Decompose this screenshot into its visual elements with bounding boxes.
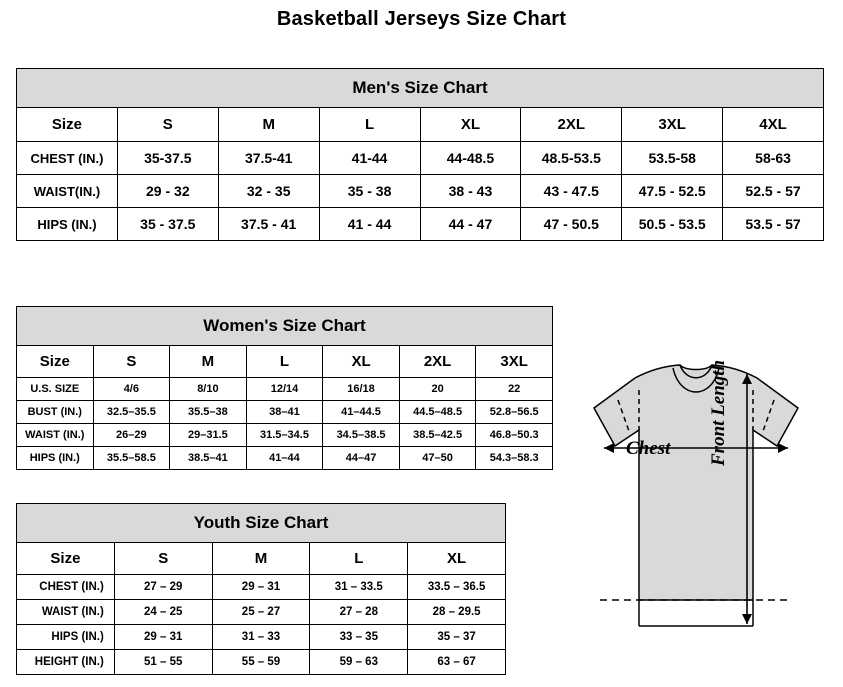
table-cell: 33 – 35 [310, 625, 408, 650]
jersey-measurement-diagram [540, 338, 840, 678]
table-cell: 4/6 [93, 378, 170, 401]
youth-size-chart-table [16, 503, 506, 675]
table-cell: 26–29 [93, 424, 170, 447]
mens-size-chart-table [16, 68, 824, 241]
table-cell: 37.5-41 [218, 142, 319, 175]
column-header: L [310, 543, 408, 575]
womens-section-title: Women's Size Chart [17, 307, 553, 346]
column-header: Size [17, 346, 94, 378]
table-cell: 8/10 [170, 378, 247, 401]
table-cell: 12/14 [246, 378, 323, 401]
table-row [17, 600, 506, 625]
column-header: M [218, 108, 319, 142]
table-cell: 29 – 31 [212, 575, 310, 600]
row-label: WAIST (IN.) [17, 424, 94, 447]
table-row [17, 142, 824, 175]
table-cell: 41–44.5 [323, 401, 400, 424]
table-cell: 38.5–41 [170, 447, 247, 470]
table-row [17, 208, 824, 241]
table-cell: 28 – 29.5 [408, 600, 506, 625]
table-cell: 54.3–58.3 [476, 447, 553, 470]
column-header: XL [408, 543, 506, 575]
table-cell: 48.5-53.5 [521, 142, 622, 175]
table-cell: 43 - 47.5 [521, 175, 622, 208]
womens-size-chart-table [16, 306, 553, 470]
column-header: XL [323, 346, 400, 378]
table-cell: 44 - 47 [420, 208, 521, 241]
table-cell: 41–44 [246, 447, 323, 470]
table-row [17, 378, 553, 401]
table-cell: 44–47 [323, 447, 400, 470]
table-row [17, 575, 506, 600]
table-cell: 22 [476, 378, 553, 401]
table-cell: 32 - 35 [218, 175, 319, 208]
column-header: 2XL [521, 108, 622, 142]
table-cell: 35.5–58.5 [93, 447, 170, 470]
table-cell: 16/18 [323, 378, 400, 401]
table-cell: 38 - 43 [420, 175, 521, 208]
table-cell: 59 – 63 [310, 650, 408, 675]
table-cell: 47.5 - 52.5 [622, 175, 723, 208]
table-cell: 35 - 38 [319, 175, 420, 208]
table-cell: 29–31.5 [170, 424, 247, 447]
table-cell: 31.5–34.5 [246, 424, 323, 447]
table-cell: 44.5–48.5 [399, 401, 476, 424]
row-label: CHEST (IN.) [17, 142, 118, 175]
table-section-title-row [17, 69, 824, 108]
column-header: L [319, 108, 420, 142]
table-cell: 50.5 - 53.5 [622, 208, 723, 241]
row-label: BUST (IN.) [17, 401, 94, 424]
table-cell: 52.8–56.5 [476, 401, 553, 424]
table-header-row [17, 543, 506, 575]
table-cell: 47–50 [399, 447, 476, 470]
table-cell: 31 – 33 [212, 625, 310, 650]
table-cell: 35.5–38 [170, 401, 247, 424]
table-cell: 46.8–50.3 [476, 424, 553, 447]
table-cell: 47 - 50.5 [521, 208, 622, 241]
table-cell: 29 - 32 [117, 175, 218, 208]
page-title: Basketball Jerseys Size Chart [276, 8, 567, 30]
table-cell: 27 – 28 [310, 600, 408, 625]
table-cell: 52.5 - 57 [723, 175, 824, 208]
table-cell: 58-63 [723, 142, 824, 175]
column-header: 2XL [399, 346, 476, 378]
table-cell: 35 - 37.5 [117, 208, 218, 241]
row-label: U.S. SIZE [17, 378, 94, 401]
table-cell: 20 [399, 378, 476, 401]
table-header-row [17, 346, 553, 378]
table-cell: 35-37.5 [117, 142, 218, 175]
mens-section-title: Men's Size Chart [17, 69, 824, 108]
column-header: Size [17, 543, 115, 575]
column-header: XL [420, 108, 521, 142]
table-cell: 24 – 25 [114, 600, 212, 625]
front-length-measure-label: Front Length [708, 359, 729, 466]
table-cell: 29 – 31 [114, 625, 212, 650]
table-cell: 41-44 [319, 142, 420, 175]
column-header: M [170, 346, 247, 378]
table-cell: 34.5–38.5 [323, 424, 400, 447]
table-cell: 33.5 – 36.5 [408, 575, 506, 600]
row-label: HIPS (IN.) [17, 447, 94, 470]
table-header-row [17, 108, 824, 142]
column-header: S [114, 543, 212, 575]
column-header: S [93, 346, 170, 378]
table-row [17, 175, 824, 208]
table-cell: 37.5 - 41 [218, 208, 319, 241]
chest-measure-label: Chest [626, 438, 671, 459]
table-row [17, 424, 553, 447]
table-section-title-row [17, 504, 506, 543]
column-header: 3XL [476, 346, 553, 378]
jersey-body-shape [594, 365, 798, 600]
row-label: HIPS (IN.) [17, 208, 118, 241]
table-cell: 25 – 27 [212, 600, 310, 625]
table-cell: 44-48.5 [420, 142, 521, 175]
table-cell: 63 – 67 [408, 650, 506, 675]
table-row [17, 625, 506, 650]
column-header: L [246, 346, 323, 378]
table-cell: 41 - 44 [319, 208, 420, 241]
jersey-illustration-svg [540, 338, 840, 678]
table-cell: 27 – 29 [114, 575, 212, 600]
table-cell: 35 – 37 [408, 625, 506, 650]
table-cell: 32.5–35.5 [93, 401, 170, 424]
column-header: 4XL [723, 108, 824, 142]
table-section-title-row [17, 307, 553, 346]
column-header: 3XL [622, 108, 723, 142]
table-row [17, 447, 553, 470]
column-header: Size [17, 108, 118, 142]
front-length-arrow-bottom [742, 614, 752, 624]
table-cell: 38.5–42.5 [399, 424, 476, 447]
table-cell: 55 – 59 [212, 650, 310, 675]
row-label: WAIST(IN.) [17, 175, 118, 208]
table-row [17, 401, 553, 424]
table-cell: 53.5 - 57 [723, 208, 824, 241]
chest-arrow-right [778, 443, 788, 453]
table-cell: 31 – 33.5 [310, 575, 408, 600]
chest-arrow-left [604, 443, 614, 453]
table-cell: 38–41 [246, 401, 323, 424]
table-cell: 51 – 55 [114, 650, 212, 675]
youth-section-title: Youth Size Chart [17, 504, 506, 543]
column-header: M [212, 543, 310, 575]
row-label: WAIST (IN.) [17, 600, 115, 625]
row-label: CHEST (IN.) [17, 575, 115, 600]
table-row [17, 650, 506, 675]
table-cell: 53.5-58 [622, 142, 723, 175]
row-label: HEIGHT (IN.) [17, 650, 115, 675]
row-label: HIPS (IN.) [17, 625, 115, 650]
column-header: S [117, 108, 218, 142]
